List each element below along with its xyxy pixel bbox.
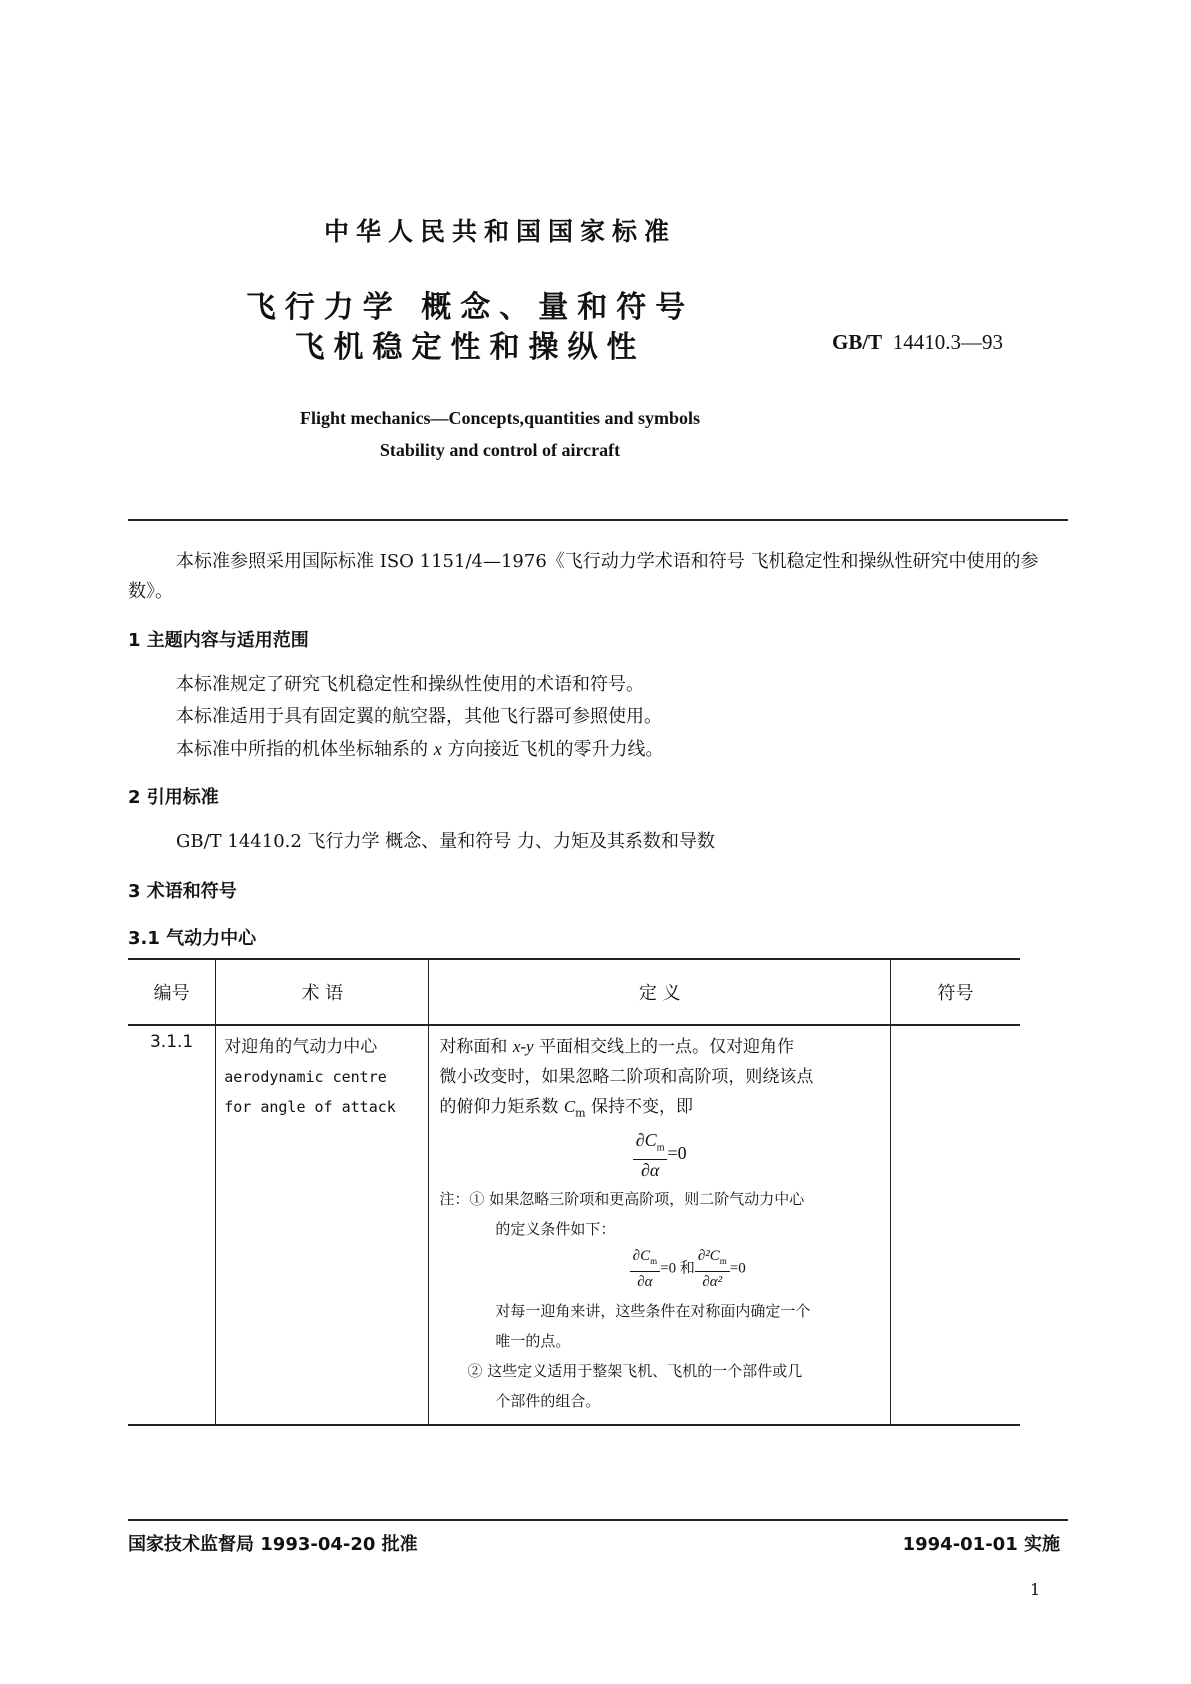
section-2-heading: 2 引用标准: [128, 787, 219, 808]
title-cn-line2: 飞机稳定性和操纵性: [294, 330, 646, 365]
page-number: 1: [1030, 1580, 1041, 1599]
section-3-heading: 3 术语和符号: [128, 881, 237, 902]
standard-number: [832, 330, 1003, 355]
approval-date: 国家技术监督局 1993-04-20 批准: [128, 1534, 418, 1555]
table-header-row: [128, 959, 1020, 1025]
title-cn-line1: 飞行力学 概念、量和符号: [245, 290, 695, 325]
row-definition: [429, 1025, 891, 1425]
eq1-subscript: m: [656, 1142, 665, 1154]
eq2-numerator-2: ∂²C: [697, 1247, 720, 1264]
standard-prefix: GB/T: [832, 330, 883, 354]
note-block: [439, 1184, 880, 1416]
section-2-reference: GB/T 14410.2 飞行力学 概念、量和符号 力、力矩及其系数和导数: [176, 831, 715, 852]
row-term: [216, 1025, 429, 1425]
term-cn: 对迎角的气动力中心: [224, 1037, 378, 1057]
def-line3-a: 的俯仰力矩系数: [439, 1097, 564, 1117]
title-en-line1: Flight mechanics—Concepts,quantities and symbols: [299, 408, 701, 428]
cm-subscript: m: [575, 1106, 586, 1120]
standard-code: 14410.3—93: [892, 330, 1003, 354]
header-definition: 定 义: [429, 959, 891, 1025]
header-number: 编号: [128, 959, 216, 1025]
national-standard-title: 中华人民共和国国家标准: [323, 217, 676, 246]
note-1-line-a: 注：① 如果忽略三阶项和更高阶项，则二阶气动力中心: [439, 1189, 805, 1208]
eq1-numerator: ∂C: [635, 1130, 657, 1151]
header-symbol: 符号: [890, 959, 1020, 1025]
terms-table: [128, 958, 1020, 1426]
def-line1-b: 平面相交线上的一点。仅对迎角作: [533, 1037, 794, 1057]
table-row: [128, 1025, 1020, 1425]
subsection-3-1-heading: 3.1 气动力中心: [128, 928, 257, 949]
eq2-middle: =0 和: [660, 1260, 695, 1277]
para-3-before: 本标准中所指的机体坐标轴系的: [176, 739, 428, 760]
header-term: 术 语: [216, 959, 429, 1025]
intro-paragraph: 本标准参照采用国际标准 ISO 1151/4—1976《飞行动力学术语和符号 飞机稳定性和操纵性研究中使用的参数》。: [128, 551, 1039, 602]
def-line-3: [439, 1092, 880, 1128]
term-en-line1: aerodynamic centre: [224, 1068, 387, 1086]
title-en-line2: Stability and control of aircraft: [379, 440, 621, 460]
section-1-para-3: [176, 734, 663, 765]
eq2-subscript-2: m: [719, 1255, 727, 1266]
def-line-2: 微小改变时，如果忽略二阶项和高阶项，则绕该点: [439, 1067, 814, 1087]
note-2-line-a: ② 这些定义适用于整架飞机、飞机的一个部件或几: [467, 1361, 803, 1380]
equation-1: [439, 1130, 880, 1180]
def-line1-a: 对称面和: [439, 1037, 513, 1057]
effective-date: 1994-01-01 实施: [902, 1534, 1060, 1555]
eq2-numerator-1: ∂C: [632, 1247, 651, 1264]
header-divider: [128, 519, 1068, 521]
section-1-para-1: 本标准规定了研究飞机稳定性和操纵性使用的术语和符号。: [176, 674, 644, 695]
note-1-line-c: 对每一迎角来讲，这些条件在对称面内确定一个: [495, 1301, 811, 1320]
section-1-heading: 1 主题内容与适用范围: [128, 630, 309, 651]
row-symbol: [890, 1025, 1020, 1425]
section-1-para-2: 本标准适用于具有固定翼的航空器，其他飞行器可参照使用。: [176, 706, 662, 727]
footer-divider: [128, 1519, 1068, 1521]
row-number: 3.1.1: [128, 1025, 216, 1425]
eq1-rhs: =0: [667, 1143, 687, 1164]
equation-2: [439, 1246, 880, 1292]
eq1-denominator: ∂α: [640, 1159, 660, 1180]
xy-variable: x-y: [512, 1037, 534, 1056]
eq1-fraction: [633, 1130, 668, 1180]
eq2-denominator-1: ∂α: [637, 1273, 653, 1290]
term-en-line2: for angle of attack: [224, 1098, 396, 1116]
cm-variable: C: [563, 1097, 576, 1116]
note-1-line-b: 的定义条件如下：: [495, 1219, 616, 1238]
def-line3-b: 保持不变，即: [585, 1097, 694, 1117]
eq2-fraction-1: [630, 1246, 660, 1292]
def-line-1: [439, 1032, 880, 1062]
note-1-line-d: 唯一的点。: [495, 1331, 571, 1350]
para-3-after: 方向接近飞机的零升力线。: [447, 739, 664, 760]
eq2-denominator-2: ∂α²: [702, 1273, 723, 1290]
eq2-rhs: =0: [729, 1260, 746, 1277]
eq2-fraction-2: [695, 1246, 730, 1292]
note-2-line-b: 个部件的组合。: [495, 1391, 601, 1410]
eq2-subscript-1: m: [650, 1255, 658, 1266]
x-axis-variable: x: [433, 739, 442, 759]
